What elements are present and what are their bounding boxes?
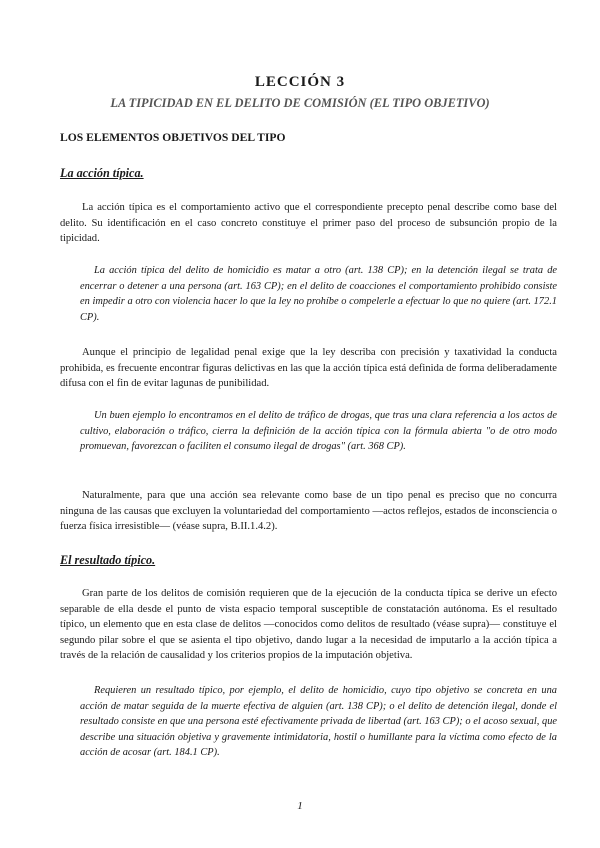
accion-example-2: Un buen ejemplo lo encontramos en el delito de tráfico de drogas, que tras una clara referencia a los actos de cultivo, elaboración o tráfico, cierra la definición de la acción típica con la fórmula abierta "o de otro modo promuevan, favorezcan o faciliten el consumo ilegal de drogas" (art. 368 CP). bbox=[80, 410, 557, 453]
accion-paragraph-2: Aunque el principio de legalidad penal exige que la ley describa con precisión y taxatividad la conducta prohibida, es frecuente encontrar figuras delictivas en las que la acción típica está definida de forma deliberadamente difusa con el fin de evitar lagunas de punibilidad. bbox=[60, 347, 557, 390]
accion-paragraph-1: La acción típica es el comportamiento activo que el correspondiente precepto penal describe como base del delito. Su identificación en el caso concreto constituye el primer paso del proceso de subsunción propio de la tipicidad. bbox=[60, 202, 557, 245]
accion-paragraph-3: Naturalmente, para que una acción sea relevante como base de un tipo penal es preciso que no concurra ninguna de las causas que excluyen la voluntariedad del comportamiento —actos reflejos, estados de inconsciencia o fuerza física irresistible— (véase supra, B.II.1.4.2). bbox=[60, 490, 557, 533]
accion-example-1: La acción típica del delito de homicidio es matar a otro (art. 138 CP); en la detención ilegal se trata de encerrar o detener a una persona (art. 163 CP); en el delito de coacciones el comportamiento prohibido consiste en impedir a otro con violencia hacer lo que la ley no prohíbe o compelerle a efectuar lo que no quiere (art. 172.1 CP). bbox=[80, 265, 557, 323]
lesson-title: LECCIÓN 3 bbox=[254, 74, 346, 90]
accion-tipica-heading: La acción típica. bbox=[60, 166, 144, 180]
resultado-example-1: Requieren un resultado típico, por ejemplo, el delito de homicidio, cuyo tipo objetivo se concreta en una acción de matar seguida de la muerte efectiva de alguien (art. 138 CP); o el delito de detención ilegal, donde el resultado consiste en que una persona esté efectivamente privada de libertad (art. 163 CP); o el acoso sexual, que describe una situación objetiva y gravemente intimidatoria, hostil o humillante para la víctima como efecto de la acción de acosar (art. 184.1 CP). bbox=[80, 685, 557, 759]
lesson-subtitle: LA TIPICIDAD EN EL DELITO DE COMISIÓN (EL TIPO OBJETIVO) bbox=[110, 96, 490, 110]
resultado-tipico-heading: El resultado típico. bbox=[60, 553, 156, 567]
resultado-paragraph-1: Gran parte de los delitos de comisión requieren que de la ejecución de la conducta típica se derive un efecto separable de ella desde el punto de vista espacio temporal susceptible de constatación autónoma. Es el resultado típico, un elemento que en esta clase de delitos —conocidos como delitos de resultado (véase supra)— constituye el segundo pilar sobre el que se asienta el tipo objetivo, dando lugar a la necesidad de imputarlo a la acción típica a través de la relación de causalidad y los criterios propios de la imputación objetiva. bbox=[60, 588, 557, 662]
page-number: 1 bbox=[297, 800, 303, 812]
section-heading: LOS ELEMENTOS OBJETIVOS DEL TIPO bbox=[60, 131, 286, 144]
